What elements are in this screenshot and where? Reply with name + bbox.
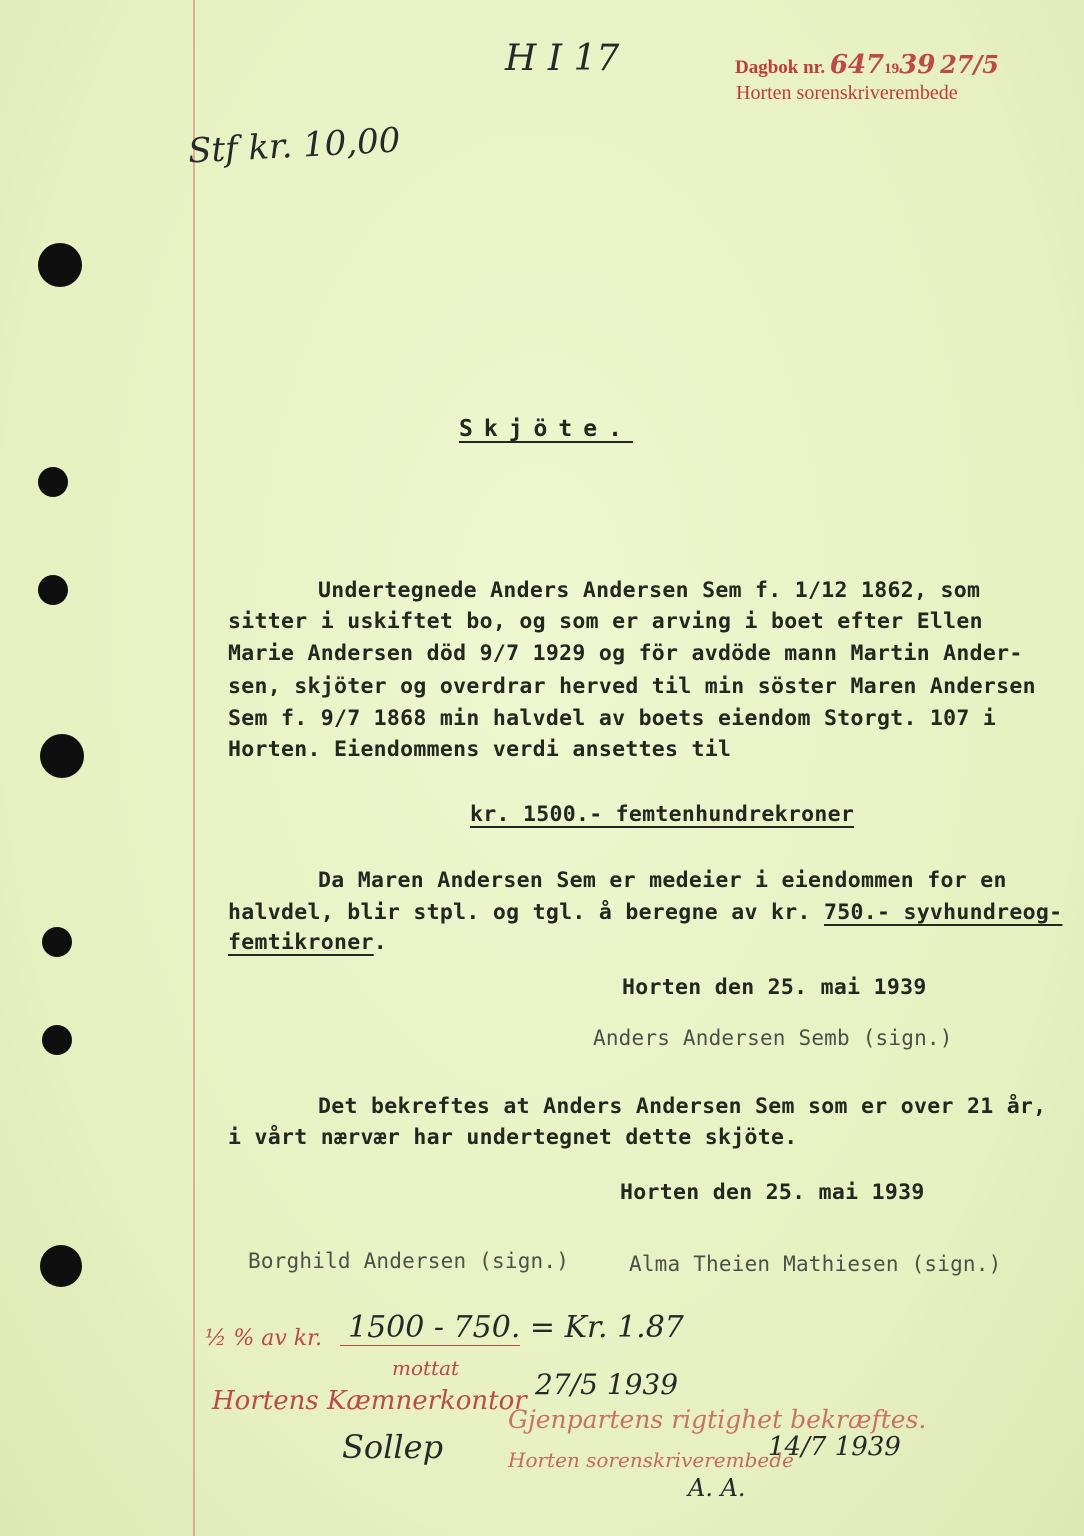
received-date: 27/5 1939 bbox=[535, 1368, 679, 1401]
clerk-signature: Sollep bbox=[342, 1428, 444, 1466]
tax-amount: 1500 - 750. = Kr. 1.87 bbox=[348, 1310, 684, 1345]
paragraph-1-line: Sem f. 9/7 1868 min halvdel av boets eiendom Storgt. 107 i bbox=[228, 706, 997, 731]
tax-office: Hortens Kæmnerkontor bbox=[212, 1386, 527, 1416]
place-date: Horten den 25. mai 1939 bbox=[620, 1180, 925, 1205]
punch-hole bbox=[38, 467, 68, 497]
stamp-year: 39 bbox=[899, 50, 936, 80]
archive-mark: H I 17 bbox=[505, 38, 620, 79]
stamp-diary-number: 647 bbox=[829, 50, 885, 80]
tax-prefix: ½ % av kr. bbox=[205, 1326, 323, 1351]
paragraph-1-line: Horten. Eiendommens verdi ansettes til bbox=[228, 737, 732, 762]
punch-hole bbox=[42, 1025, 72, 1055]
margin-line bbox=[193, 0, 195, 1536]
witness-signature: Alma Theien Mathiesen (sign.) bbox=[629, 1252, 1002, 1276]
paragraph-2-line bbox=[228, 900, 1062, 925]
punch-hole bbox=[42, 927, 72, 957]
paragraph-2-line bbox=[228, 930, 387, 955]
stamp-diary-label: Dagbok nr. bbox=[735, 57, 826, 78]
diary-stamp-line1 bbox=[735, 50, 999, 80]
document-title: Skjöte. bbox=[459, 416, 633, 442]
punch-hole bbox=[38, 575, 68, 605]
stamp-duty-amount-cont: femtikroner bbox=[228, 930, 374, 955]
certification-initials: A. A. bbox=[688, 1474, 746, 1502]
witness-signature: Borghild Andersen (sign.) bbox=[248, 1249, 570, 1273]
paragraph-1-line: sen, skjöter og overdrar herved til min söster Maren Andersen bbox=[228, 674, 1036, 699]
court-office: Horten sorenskriverembede bbox=[508, 1448, 794, 1472]
amount-line: kr. 1500.- femtenhundrekroner bbox=[470, 802, 855, 827]
diary-stamp-line2: Horten sorenskriverembede bbox=[736, 82, 958, 104]
place-date: Horten den 25. mai 1939 bbox=[622, 975, 927, 1000]
punch-hole bbox=[40, 1245, 82, 1287]
stamp-date: 27/5 bbox=[940, 50, 999, 79]
fee-note: Stf kr. 10,00 bbox=[187, 120, 402, 172]
punch-hole bbox=[38, 243, 82, 287]
paragraph-1-line: sitter i uskiftet bo, og som er arving i boet efter Ellen bbox=[228, 609, 983, 634]
paragraph-3-line: Det bekreftes at Anders Andersen Sem som er over 21 år, bbox=[318, 1094, 1047, 1119]
paragraph-3-line: i vårt nærvær har undertegnet dette skjöte. bbox=[228, 1125, 798, 1150]
copy-certification: Gjenpartens rigtighet bekræftes. bbox=[508, 1405, 927, 1434]
stamp-year-prefix: 19 bbox=[884, 61, 900, 77]
paragraph-2-text: halvdel, blir stpl. og tgl. å beregne av kr. bbox=[228, 900, 824, 925]
paragraph-1-line: Marie Andersen död 9/7 1929 og för avdöde mann Martin Ander- bbox=[228, 641, 1023, 666]
tax-underline bbox=[340, 1345, 520, 1346]
punch-hole bbox=[40, 734, 84, 778]
paragraph-2-line: Da Maren Andersen Sem er medeier i eiendommen for en bbox=[318, 868, 1007, 893]
signature-grantor: Anders Andersen Semb (sign.) bbox=[593, 1026, 953, 1050]
paragraph-1-line: Undertegnede Anders Andersen Sem f. 1/12 1862, som bbox=[318, 578, 981, 603]
received-word: mottat bbox=[392, 1356, 460, 1380]
stamp-duty-amount: 750.- syvhundreog- bbox=[823, 900, 1063, 925]
certification-date: 14/7 1939 bbox=[768, 1432, 901, 1462]
paragraph-2-end: . bbox=[373, 930, 387, 955]
